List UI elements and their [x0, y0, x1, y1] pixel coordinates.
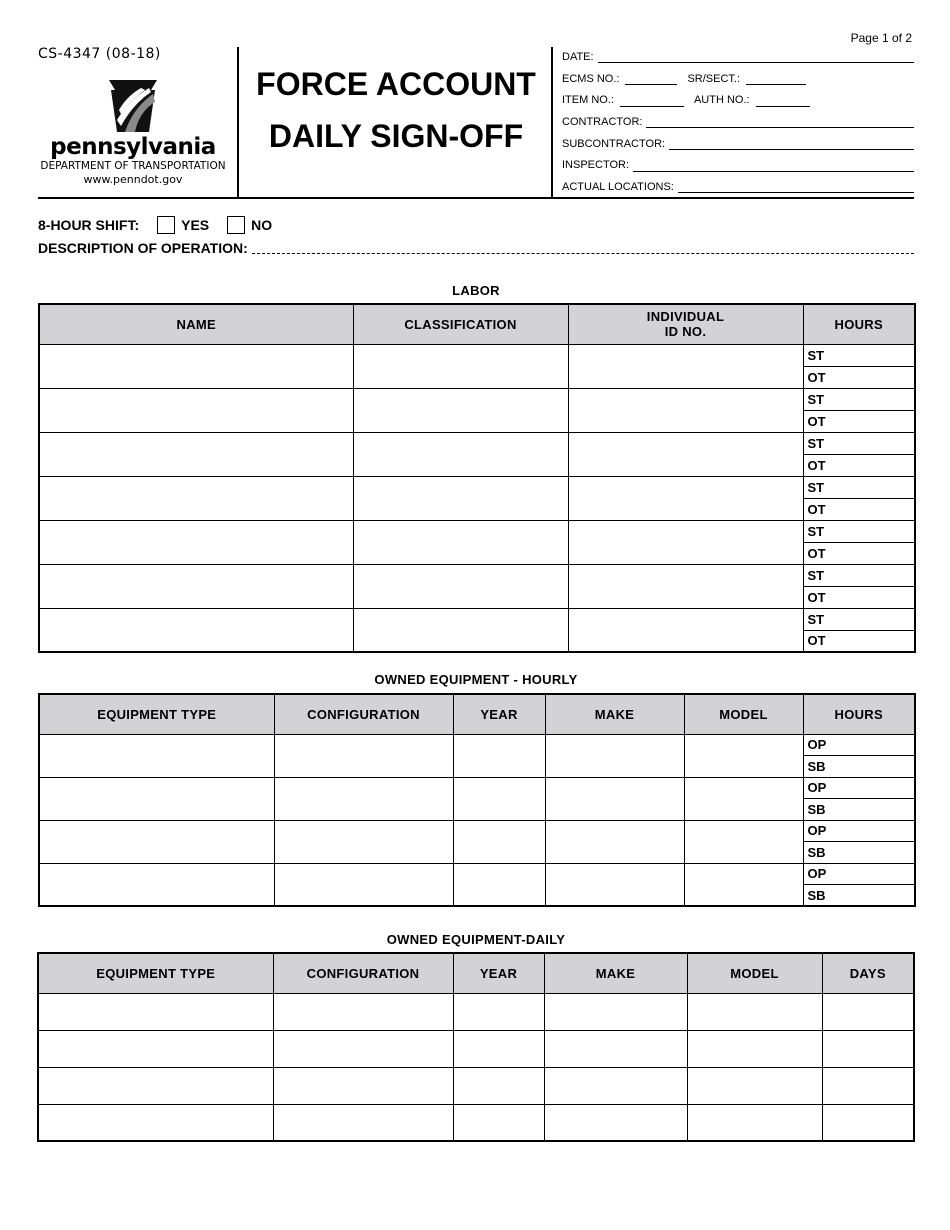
hourly-cell-equipment-type[interactable] — [39, 777, 274, 820]
shift-yes-label: YES — [181, 217, 210, 233]
labor-hours-cell[interactable]: ST — [803, 388, 915, 410]
labor-hours-cell[interactable]: ST — [803, 344, 915, 366]
daily-header-equipment-type: EQUIPMENT TYPE — [38, 953, 273, 993]
date-field[interactable] — [562, 46, 914, 68]
labor-header-id — [568, 304, 803, 344]
labor-cell-name[interactable] — [39, 476, 353, 520]
labor-hours-cell[interactable]: ST — [803, 608, 915, 630]
hourly-cell-configuration[interactable] — [274, 777, 453, 820]
hourly-cell-year[interactable] — [453, 734, 545, 777]
labor-cell-name[interactable] — [39, 608, 353, 652]
hourly-equipment-title: OWNED EQUIPMENT - HOURLY — [374, 672, 578, 687]
labor-cell-id[interactable] — [568, 520, 803, 564]
hourly-cell-make[interactable] — [545, 863, 684, 906]
inspector-label: INSPECTOR: — [562, 159, 630, 172]
item-label: ITEM NO.: — [562, 94, 614, 107]
hourly-cell-configuration[interactable] — [274, 820, 453, 863]
labor-row — [39, 608, 915, 630]
daily-row — [38, 1030, 914, 1067]
item-line[interactable] — [620, 96, 684, 107]
hourly-hours-cell[interactable]: SB — [803, 885, 915, 907]
hourly-row — [39, 820, 915, 842]
hourly-cell-equipment-type[interactable] — [39, 734, 274, 777]
labor-table — [38, 303, 916, 653]
labor-cell-id[interactable] — [568, 476, 803, 520]
hourly-header-model: MODEL — [684, 694, 803, 734]
shift-no-label: NO — [251, 217, 273, 233]
daily-cell-model[interactable] — [687, 1104, 822, 1141]
ecms-line[interactable] — [625, 74, 677, 85]
labor-hours-cell[interactable]: ST — [803, 564, 915, 586]
hourly-cell-year[interactable] — [453, 777, 545, 820]
hourly-cell-make[interactable] — [545, 820, 684, 863]
description-line[interactable] — [252, 241, 914, 254]
labor-cell-id[interactable] — [568, 344, 803, 388]
keystone-icon — [105, 80, 161, 132]
description-row — [38, 240, 914, 256]
labor-hours-cell[interactable]: OT — [803, 630, 915, 652]
labor-cell-name[interactable] — [39, 432, 353, 476]
daily-header-year: YEAR — [453, 953, 544, 993]
hourly-header-configuration: CONFIGURATION — [274, 694, 453, 734]
daily-cell-make[interactable] — [544, 1104, 687, 1141]
daily-cell-model[interactable] — [687, 1030, 822, 1067]
labor-hours-cell[interactable]: OT — [803, 586, 915, 608]
daily-cell-make[interactable] — [544, 1067, 687, 1104]
item-auth-row — [562, 89, 914, 111]
daily-cell-days[interactable] — [822, 1104, 914, 1141]
ecms-label: ECMS NO.: — [562, 72, 620, 85]
hourly-hours-cell[interactable]: OP — [803, 863, 915, 885]
contractor-field[interactable] — [562, 111, 914, 133]
hourly-cell-model[interactable] — [684, 863, 803, 906]
daily-header-model: MODEL — [687, 953, 822, 993]
contractor-label: CONTRACTOR: — [562, 115, 643, 128]
hourly-cell-equipment-type[interactable] — [39, 820, 274, 863]
daily-cell-configuration[interactable] — [273, 1030, 453, 1067]
hourly-row — [39, 863, 915, 885]
daily-cell-configuration[interactable] — [273, 1104, 453, 1141]
hourly-cell-model[interactable] — [684, 734, 803, 777]
hourly-hours-cell[interactable]: SB — [803, 756, 915, 778]
description-label: DESCRIPTION OF OPERATION: — [38, 240, 248, 256]
labor-header-id-line2: ID NO. — [664, 324, 707, 340]
labor-cell-classification[interactable] — [353, 608, 568, 652]
hourly-cell-make[interactable] — [545, 734, 684, 777]
labor-cell-id[interactable] — [568, 388, 803, 432]
labor-hours-cell[interactable]: OT — [803, 410, 915, 432]
daily-cell-year[interactable] — [453, 993, 544, 1030]
hourly-cell-configuration[interactable] — [274, 863, 453, 906]
daily-header-configuration: CONFIGURATION — [273, 953, 453, 993]
subcontractor-line[interactable] — [669, 139, 914, 150]
header-fields — [562, 46, 914, 198]
hourly-header-year: YEAR — [453, 694, 545, 734]
sr-sect-line[interactable] — [746, 74, 806, 85]
labor-title: LABOR — [452, 283, 500, 298]
labor-row — [39, 344, 915, 366]
subcontractor-label: SUBCONTRACTOR: — [562, 137, 666, 150]
daily-cell-configuration[interactable] — [273, 993, 453, 1030]
labor-row — [39, 476, 915, 498]
actual-locations-field[interactable] — [562, 176, 914, 198]
labor-cell-name[interactable] — [39, 564, 353, 608]
daily-cell-year[interactable] — [453, 1030, 544, 1067]
daily-cell-equipment-type[interactable] — [38, 993, 273, 1030]
daily-cell-year[interactable] — [453, 1067, 544, 1104]
hourly-header-hours: HOURS — [803, 694, 915, 734]
hourly-hours-cell[interactable]: SB — [803, 799, 915, 821]
inspector-field[interactable] — [562, 154, 914, 176]
logo-wordmark: pennsylvania — [50, 134, 216, 160]
labor-cell-classification[interactable] — [353, 388, 568, 432]
hourly-cell-year[interactable] — [453, 820, 545, 863]
labor-row — [39, 520, 915, 542]
daily-cell-days[interactable] — [822, 1030, 914, 1067]
labor-header-name: NAME — [39, 304, 353, 344]
hourly-cell-configuration[interactable] — [274, 734, 453, 777]
hourly-header-equipment-type: EQUIPMENT TYPE — [39, 694, 274, 734]
labor-cell-name[interactable] — [39, 520, 353, 564]
labor-cell-name[interactable] — [39, 388, 353, 432]
daily-cell-make[interactable] — [544, 993, 687, 1030]
labor-cell-classification[interactable] — [353, 520, 568, 564]
ecms-sr-row — [562, 68, 914, 90]
labor-cell-classification[interactable] — [353, 476, 568, 520]
labor-row — [39, 432, 915, 454]
daily-cell-make[interactable] — [544, 1030, 687, 1067]
inspector-line[interactable] — [633, 161, 914, 172]
hourly-hours-cell[interactable]: OP — [803, 734, 915, 756]
shift-yes-checkbox[interactable] — [157, 216, 175, 234]
daily-header-days: DAYS — [822, 953, 914, 993]
subcontractor-field[interactable] — [562, 133, 914, 155]
hourly-equipment-table — [38, 693, 916, 907]
hourly-cell-model[interactable] — [684, 777, 803, 820]
labor-hours-cell[interactable]: OT — [803, 366, 915, 388]
labor-cell-classification[interactable] — [353, 344, 568, 388]
labor-cell-id[interactable] — [568, 432, 803, 476]
hourly-hours-cell[interactable]: OP — [803, 777, 915, 799]
labor-row — [39, 564, 915, 586]
labor-header-classification: CLASSIFICATION — [353, 304, 568, 344]
daily-cell-configuration[interactable] — [273, 1067, 453, 1104]
daily-row — [38, 1104, 914, 1141]
hourly-cell-equipment-type[interactable] — [39, 863, 274, 906]
shift-no-checkbox[interactable] — [227, 216, 245, 234]
daily-cell-equipment-type[interactable] — [38, 1030, 273, 1067]
labor-header-hours: HOURS — [803, 304, 915, 344]
labor-hours-cell[interactable]: OT — [803, 542, 915, 564]
daily-cell-year[interactable] — [453, 1104, 544, 1141]
sr-sect-label: SR/SECT.: — [687, 72, 741, 85]
penndot-logo — [38, 80, 228, 187]
daily-equipment-title: OWNED EQUIPMENT-DAILY — [386, 932, 566, 947]
labor-cell-id[interactable] — [568, 564, 803, 608]
actual-locations-line[interactable] — [678, 182, 914, 193]
hourly-row — [39, 734, 915, 756]
daily-header-make: MAKE — [544, 953, 687, 993]
hourly-cell-model[interactable] — [684, 820, 803, 863]
labor-cell-classification[interactable] — [353, 432, 568, 476]
hourly-header-make: MAKE — [545, 694, 684, 734]
form-code: CS-4347 (08-18) — [38, 46, 161, 62]
labor-cell-id[interactable] — [568, 608, 803, 652]
daily-cell-equipment-type[interactable] — [38, 1067, 273, 1104]
auth-label: AUTH NO.: — [693, 94, 750, 107]
hourly-row — [39, 777, 915, 799]
shift-label: 8-HOUR SHIFT: — [38, 217, 140, 233]
daily-equipment-table — [37, 952, 915, 1142]
contractor-line[interactable] — [646, 117, 914, 128]
hourly-cell-make[interactable] — [545, 777, 684, 820]
hourly-cell-year[interactable] — [453, 863, 545, 906]
actual-locations-label: ACTUAL LOCATIONS: — [562, 180, 674, 193]
header-divider-left — [237, 47, 239, 198]
website-link[interactable]: www.penndot.gov — [83, 173, 183, 186]
labor-hours-cell[interactable]: OT — [803, 498, 915, 520]
daily-cell-equipment-type[interactable] — [38, 1104, 273, 1141]
labor-hours-cell[interactable]: ST — [803, 432, 915, 454]
daily-cell-days[interactable] — [822, 1067, 914, 1104]
daily-row — [38, 1067, 914, 1104]
labor-hours-cell[interactable]: ST — [803, 476, 915, 498]
labor-hours-cell[interactable]: ST — [803, 520, 915, 542]
auth-line[interactable] — [756, 96, 810, 107]
daily-cell-model[interactable] — [687, 1067, 822, 1104]
labor-cell-name[interactable] — [39, 344, 353, 388]
labor-row — [39, 388, 915, 410]
labor-cell-classification[interactable] — [353, 564, 568, 608]
daily-row — [38, 993, 914, 1030]
hourly-hours-cell[interactable]: SB — [803, 842, 915, 864]
page-number: Page 1 of 2 — [850, 31, 912, 45]
form-title-line1: FORCE ACCOUNT — [256, 66, 536, 102]
labor-hours-cell[interactable]: OT — [803, 454, 915, 476]
hourly-hours-cell[interactable]: OP — [803, 820, 915, 842]
form-title-line2: DAILY SIGN-OFF — [268, 118, 524, 154]
department-name: DEPARTMENT OF TRANSPORTATION — [40, 160, 226, 172]
labor-header-id-line1: INDIVIDUAL — [646, 309, 725, 325]
date-label: DATE: — [562, 50, 594, 63]
daily-cell-model[interactable] — [687, 993, 822, 1030]
shift-row — [38, 216, 272, 234]
daily-cell-days[interactable] — [822, 993, 914, 1030]
date-line[interactable] — [598, 52, 914, 63]
